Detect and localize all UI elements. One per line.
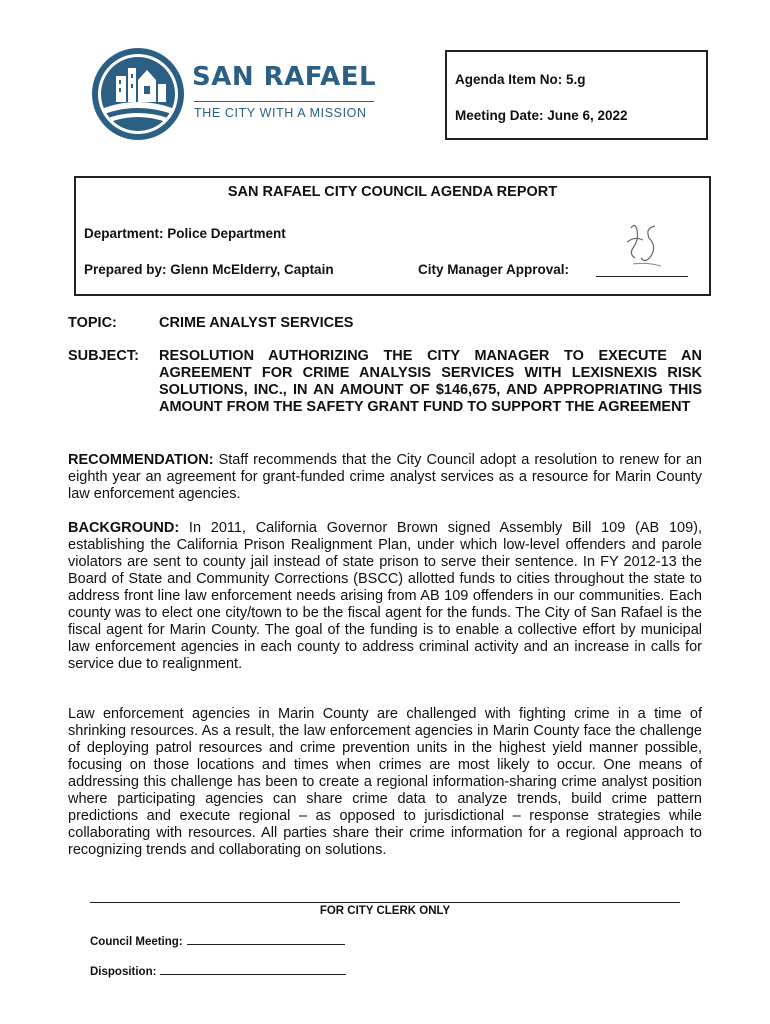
city-manager-approval-label: City Manager Approval: <box>418 262 570 277</box>
city-logo <box>90 44 390 144</box>
clerk-divider <box>90 902 680 903</box>
law-enforcement-paragraph: Law enforcement agencies in Marin County are challenged with fighting crime in a time of shrinking resources. As a result, the law enforcement agencies in Marin County face the challenge of deploying patrol resources and crime prevention units in the highest yield manner possible, focusing on those locations and times when crimes are most likely to occur. One means of addressing this challenge has been to create a regional information-sharing crime analyst position where participating agencies can share crime data to analyze trends, build crime pattern predictions and execute regional – as opposed to jurisdictional – response strategies while collaborating with resources. All parties share their crime information for a regional approach to recognizing trends and collaborating on solutions. <box>68 706 702 858</box>
logo-divider <box>194 101 374 102</box>
disposition-row <box>90 964 346 978</box>
agenda-report-box <box>74 176 711 296</box>
prepared-by: Prepared by: Glenn McElderry, Captain <box>84 262 334 277</box>
report-title: SAN RAFAEL CITY COUNCIL AGENDA REPORT <box>227 184 558 200</box>
approval-signature-line <box>596 276 688 277</box>
agenda-item-number: Agenda Item No: 5.g <box>455 72 586 87</box>
council-meeting-blank <box>187 934 345 945</box>
council-meeting-row <box>90 934 345 948</box>
signature-icon <box>621 218 671 274</box>
logo-title: SAN RAFAEL <box>192 62 377 92</box>
recommendation-label: RECOMMENDATION: <box>68 452 214 468</box>
logo-tagline: THE CITY WITH A MISSION <box>194 106 367 120</box>
clerk-section-title: FOR CITY CLERK ONLY <box>319 905 451 917</box>
recommendation-text: Staff recommends that the City Council adopt a resolution to renew for an eighth year an agreement for grant-funded crime analyst services as a resource for Marin County law enforcement agencies. <box>68 452 702 502</box>
subject-text: RESOLUTION AUTHORIZING THE CITY MANAGER TO EXECUTE AN AGREEMENT FOR CRIME ANALYSIS SERVICES WITH LEXISNEXIS RISK SOLUTIONS, INC., IN AN AMOUNT OF $146,675, AND APPROPRIATING THIS AMOUNT FROM THE SAFETY GRANT FUND TO SUPPORT THE AGREEMENT <box>159 348 702 415</box>
background-text: In 2011, California Governor Brown signed Assembly Bill 109 (AB 109), establishing the California Prison Realignment Plan, under which low-level offenders and parole violators are sent to county jail instead of state prison to serve their sentence. In FY 2012-13 the Board of State and Community Corrections (BSCC) allotted funds to cities throughout the state to address front line law enforcement needs arising from AB 109 offenders in our communities. Each county was to elect one city/town to be the fiscal agent for the funds. The City of San Rafael is the fiscal agent for Marin County. The goal of the funding is to enable a collective effort by municipal law enforcement agencies in each county to address criminal activity and an increase in calls for service due to realignment. <box>68 520 702 672</box>
department: Department: Police Department <box>84 226 286 241</box>
meeting-info-box <box>445 50 708 140</box>
disposition-label: Disposition: <box>90 966 157 978</box>
subject-label: SUBJECT: <box>68 348 139 364</box>
disposition-blank <box>160 964 346 975</box>
council-meeting-label: Council Meeting: <box>90 936 183 948</box>
topic-label: TOPIC: <box>68 315 117 331</box>
topic-text: CRIME ANALYST SERVICES <box>159 315 354 331</box>
city-seal-icon <box>90 46 186 142</box>
background-paragraph <box>68 520 702 673</box>
meeting-date: Meeting Date: June 6, 2022 <box>455 108 628 123</box>
recommendation-paragraph <box>68 452 702 503</box>
background-label: BACKGROUND: <box>68 520 180 536</box>
